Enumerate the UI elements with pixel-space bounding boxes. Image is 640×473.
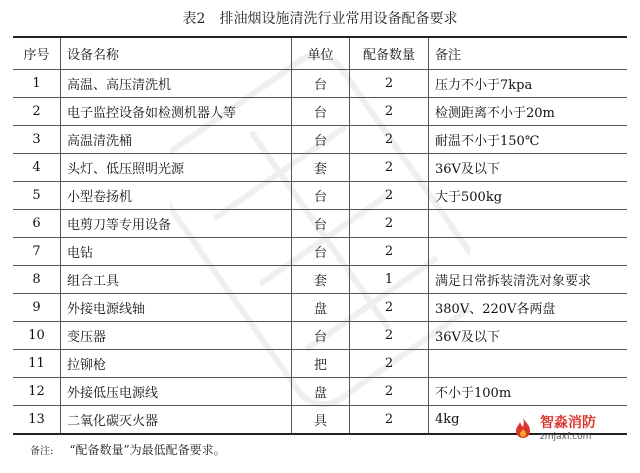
cell-remarks: 36V及以下 (429, 154, 628, 182)
cell-unit: 把 (292, 350, 350, 378)
cell-unit: 套 (292, 266, 350, 294)
cell-equipment-name: 二氧化碳灭火器 (61, 406, 292, 435)
cell-quantity: 2 (350, 322, 429, 350)
cell-no: 9 (13, 294, 61, 322)
cell-unit: 台 (292, 70, 350, 98)
cell-unit: 台 (292, 210, 350, 238)
cell-equipment-name: 高温清洗桶 (61, 126, 292, 154)
table-row (13, 322, 627, 350)
table-header-row (13, 37, 627, 70)
cell-quantity: 2 (350, 210, 429, 238)
table-row (13, 350, 627, 378)
header-remarks: 备注 (429, 37, 628, 70)
table-row (13, 238, 627, 266)
cell-no: 3 (13, 126, 61, 154)
cell-quantity: 2 (350, 182, 429, 210)
cell-no: 2 (13, 98, 61, 126)
cell-remarks: 检测距离不小于20m (429, 98, 628, 126)
cell-quantity: 2 (350, 294, 429, 322)
cell-equipment-name: 拉铆枪 (61, 350, 292, 378)
cell-quantity: 2 (350, 126, 429, 154)
cell-unit: 具 (292, 406, 350, 435)
cell-no: 7 (13, 238, 61, 266)
cell-quantity: 1 (350, 266, 429, 294)
cell-remarks: 380V、220V各两盘 (429, 294, 628, 322)
cell-equipment-name: 高温、高压清洗机 (61, 70, 292, 98)
cell-remarks: 耐温不小于150℃ (429, 126, 628, 154)
cell-remarks: 不小于100m (429, 378, 628, 406)
table-row (13, 378, 627, 406)
table-body (13, 70, 627, 435)
flame-logo-icon (510, 416, 536, 442)
cell-equipment-name: 变压器 (61, 322, 292, 350)
table-caption-label: 表2 (182, 11, 206, 27)
header-equipment-name: 设备名称 (61, 37, 292, 70)
cell-no: 4 (13, 154, 61, 182)
cell-equipment-name: 电钻 (61, 238, 292, 266)
cell-equipment-name: 电剪刀等专用设备 (61, 210, 292, 238)
cell-remarks: 4kg (429, 406, 628, 435)
table-row (13, 98, 627, 126)
cell-quantity: 2 (350, 70, 429, 98)
cell-unit: 套 (292, 154, 350, 182)
cell-unit: 盘 (292, 294, 350, 322)
brand-watermark (510, 412, 620, 446)
table-row (13, 210, 627, 238)
cell-no: 13 (13, 406, 61, 435)
cell-quantity: 2 (350, 406, 429, 435)
cell-no: 1 (13, 70, 61, 98)
watermark-url: zmjaxf.com (540, 432, 592, 442)
footnote-text: “配备数量”为最低配备要求。 (69, 443, 226, 457)
cell-quantity: 2 (350, 378, 429, 406)
cell-no: 5 (13, 182, 61, 210)
footnote-label: 备注: (30, 446, 54, 457)
cell-no: 11 (13, 350, 61, 378)
table-row (13, 70, 627, 98)
cell-equipment-name: 小型卷扬机 (61, 182, 292, 210)
cell-no: 12 (13, 378, 61, 406)
cell-unit: 台 (292, 322, 350, 350)
cell-quantity: 2 (350, 98, 429, 126)
header-no: 序号 (13, 37, 61, 70)
cell-equipment-name: 组合工具 (61, 266, 292, 294)
cell-no: 10 (13, 322, 61, 350)
cell-quantity: 2 (350, 154, 429, 182)
cell-unit: 台 (292, 238, 350, 266)
cell-remarks: 36V及以下 (429, 322, 628, 350)
cell-equipment-name: 外接电源线轴 (61, 294, 292, 322)
header-quantity: 配备数量 (350, 37, 429, 70)
cell-no: 6 (13, 210, 61, 238)
cell-unit: 台 (292, 126, 350, 154)
watermark-brand: 智淼消防 (540, 415, 596, 431)
cell-unit: 盘 (292, 378, 350, 406)
cell-remarks: 满足日常拆装清洗对象要求 (429, 266, 628, 294)
table-row (13, 126, 627, 154)
cell-remarks: 压力不小于7kpa (429, 70, 628, 98)
table-caption (0, 6, 640, 32)
cell-remarks: 大于500kg (429, 182, 628, 210)
cell-quantity: 2 (350, 238, 429, 266)
cell-equipment-name: 头灯、低压照明光源 (61, 154, 292, 182)
cell-quantity: 2 (350, 350, 429, 378)
table-row (13, 266, 627, 294)
cell-unit: 台 (292, 182, 350, 210)
header-unit: 单位 (292, 37, 350, 70)
cell-equipment-name: 外接低压电源线 (61, 378, 292, 406)
table-caption-text: 排油烟设施清洗行业常用设备配备要求 (219, 11, 458, 27)
table-row (13, 294, 627, 322)
cell-remarks (429, 238, 628, 266)
table-row (13, 154, 627, 182)
table-row (13, 182, 627, 210)
cell-unit: 台 (292, 98, 350, 126)
cell-remarks (429, 350, 628, 378)
cell-equipment-name: 电子监控设备如检测机器人等 (61, 98, 292, 126)
cell-remarks (429, 210, 628, 238)
equipment-table (13, 36, 627, 435)
footnote (30, 441, 226, 458)
cell-no: 8 (13, 266, 61, 294)
